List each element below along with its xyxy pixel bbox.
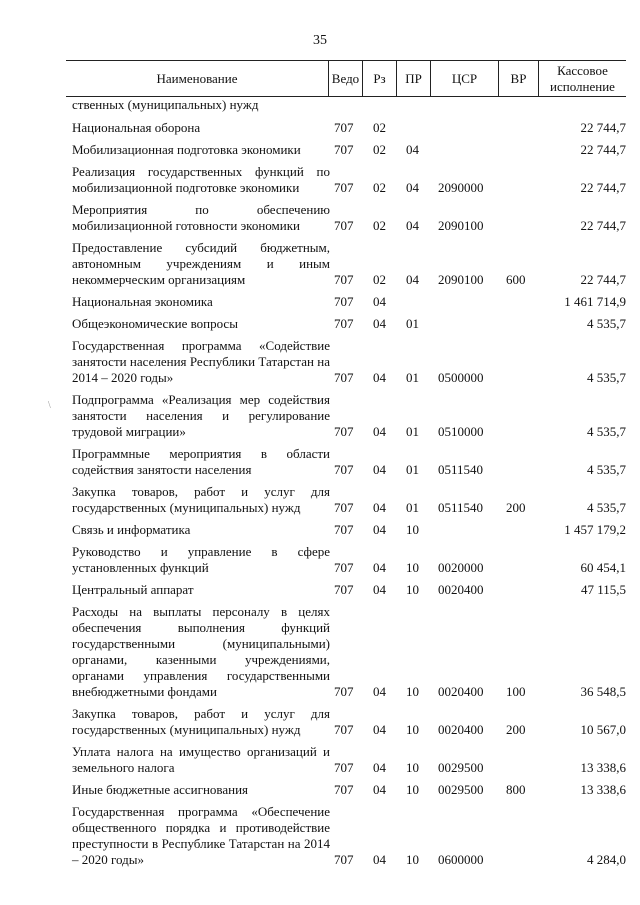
table-row [66, 120, 626, 136]
row-amount: 22 744,7 [580, 142, 626, 157]
row-amount: 4 535,7 [587, 462, 626, 477]
row-ved: 707 [334, 582, 354, 597]
table-row [66, 744, 626, 776]
row-amount: 4 284,0 [587, 852, 626, 867]
row-ved: 707 [334, 424, 354, 439]
row-csr: 0600000 [438, 852, 484, 867]
row-amount: 22 744,7 [580, 120, 626, 135]
table-row [66, 804, 626, 868]
row-csr: 0029500 [438, 782, 484, 797]
row-ved: 707 [334, 760, 354, 775]
row-vr: 200 [506, 500, 526, 515]
table-row [66, 164, 626, 196]
row-ved: 707 [334, 684, 354, 699]
table-row [66, 97, 626, 113]
row-csr: 0511540 [438, 500, 484, 515]
row-ved: 707 [334, 500, 354, 515]
header-ved: Ведо [328, 61, 362, 96]
row-rz: 02 [373, 142, 386, 157]
row-amount: 60 454,1 [580, 560, 626, 575]
table-row [66, 582, 626, 598]
header-name: Наименование [156, 70, 238, 86]
row-name: Реализация государственных функций по мобилизационной подготовке экономики [72, 164, 330, 195]
row-name: ственных (муниципальных) нужд [72, 97, 259, 112]
table-row [66, 782, 626, 798]
row-amount: 10 567,0 [580, 722, 626, 737]
row-rz: 02 [373, 180, 386, 195]
table-row [66, 604, 626, 700]
row-amount: 13 338,6 [580, 760, 626, 775]
table-row [66, 202, 626, 234]
row-name: Государственная программа «Содействие занятости населения Республики Татарстан на 2014 – 2020 годы» [72, 338, 330, 385]
row-name: Мероприятия по обеспечению мобилизационной готовности экономики [72, 202, 330, 233]
header-vr: ВР [498, 61, 538, 96]
row-pr: 10 [406, 522, 419, 537]
table-row [66, 484, 626, 516]
row-rz: 04 [373, 684, 386, 699]
row-name: Расходы на выплаты персоналу в целях обеспечения выполнения функций государственными (муниципальными) органами, казенными учреждениями, органами управления государственными внебюджетными фондами [72, 604, 330, 699]
row-csr: 0500000 [438, 370, 484, 385]
row-pr: 04 [406, 272, 419, 287]
row-pr: 01 [406, 500, 419, 515]
row-rz: 02 [373, 120, 386, 135]
table-row [66, 522, 626, 538]
row-rz: 02 [373, 218, 386, 233]
header-rz: Рз [362, 61, 396, 96]
row-vr: 600 [506, 272, 526, 287]
table-header [66, 60, 626, 97]
header-pr: ПР [396, 61, 430, 96]
table-row [66, 142, 626, 158]
row-name: Национальная экономика [72, 294, 213, 309]
row-pr: 10 [406, 560, 419, 575]
row-rz: 04 [373, 722, 386, 737]
table-row [66, 392, 626, 440]
row-ved: 707 [334, 782, 354, 797]
table-row [66, 706, 626, 738]
row-amount: 22 744,7 [580, 272, 626, 287]
row-pr: 04 [406, 180, 419, 195]
row-name: Закупка товаров, работ и услуг для государственных (муниципальных) нужд [72, 706, 330, 737]
row-name: Общеэкономические вопросы [72, 316, 238, 331]
row-csr: 0029500 [438, 760, 484, 775]
row-pr: 04 [406, 218, 419, 233]
row-name: Связь и информатика [72, 522, 191, 537]
header-amount: Кассовое исполнение [538, 61, 626, 96]
row-amount: 36 548,5 [580, 684, 626, 699]
row-name: Руководство и управление в сфере установленных функций [72, 544, 330, 575]
row-pr: 04 [406, 142, 419, 157]
row-ved: 707 [334, 142, 354, 157]
row-pr: 01 [406, 316, 419, 331]
row-ved: 707 [334, 120, 354, 135]
row-amount: 1 461 714,9 [564, 294, 626, 309]
row-vr: 100 [506, 684, 526, 699]
row-vr: 200 [506, 722, 526, 737]
row-amount: 4 535,7 [587, 370, 626, 385]
table-row [66, 316, 626, 332]
row-amount: 47 115,5 [580, 582, 626, 597]
row-rz: 04 [373, 370, 386, 385]
row-csr: 0020400 [438, 582, 484, 597]
row-csr: 2090100 [438, 272, 484, 287]
row-name: Предоставление субсидий бюджетным, автономным учреждениям и иным некоммерческим организациям [72, 240, 330, 287]
row-pr: 01 [406, 462, 419, 477]
row-rz: 04 [373, 560, 386, 575]
row-amount: 13 338,6 [580, 782, 626, 797]
row-pr: 01 [406, 424, 419, 439]
scan-speck: \ [48, 400, 51, 411]
row-name: Подпрограмма «Реализация мер содействия занятости населения и регулирование трудовой миграции» [72, 392, 330, 439]
row-amount: 1 457 179,2 [564, 522, 626, 537]
row-name: Уплата налога на имущество организаций и земельного налога [72, 744, 330, 775]
row-ved: 707 [334, 370, 354, 385]
row-pr: 10 [406, 760, 419, 775]
row-pr: 10 [406, 684, 419, 699]
row-ved: 707 [334, 316, 354, 331]
table-row [66, 544, 626, 576]
row-rz: 04 [373, 782, 386, 797]
row-name: Иные бюджетные ассигнования [72, 782, 249, 797]
row-amount: 22 744,7 [580, 180, 626, 195]
row-csr: 0511540 [438, 462, 484, 477]
row-pr: 01 [406, 370, 419, 385]
row-rz: 04 [373, 500, 386, 515]
row-name: Государственная программа «Обеспечение общественного порядка и противодействие преступности в Республике Татарстан на 2014 – 2020 годы» [72, 804, 330, 867]
table-row [66, 294, 626, 310]
row-rz: 04 [373, 462, 386, 477]
budget-table-body [66, 97, 626, 874]
row-name: Закупка товаров, работ и услуг для государственных (муниципальных) нужд [72, 484, 330, 515]
row-rz: 02 [373, 272, 386, 287]
row-amount: 4 535,7 [587, 424, 626, 439]
row-ved: 707 [334, 294, 354, 309]
row-ved: 707 [334, 272, 354, 287]
row-rz: 04 [373, 852, 386, 867]
row-rz: 04 [373, 424, 386, 439]
row-name: Программные мероприятия в области содействия занятости населения [72, 446, 330, 477]
table-row [66, 338, 626, 386]
row-amount: 4 535,7 [587, 316, 626, 331]
table-row [66, 240, 626, 288]
row-csr: 0020400 [438, 684, 484, 699]
row-name: Центральный аппарат [72, 582, 194, 597]
row-rz: 04 [373, 316, 386, 331]
row-ved: 707 [334, 522, 354, 537]
row-rz: 04 [373, 760, 386, 775]
row-csr: 2090100 [438, 218, 484, 233]
row-ved: 707 [334, 560, 354, 575]
row-csr: 2090000 [438, 180, 484, 195]
row-name: Мобилизационная подготовка экономики [72, 142, 301, 157]
row-ved: 707 [334, 218, 354, 233]
row-pr: 10 [406, 582, 419, 597]
row-ved: 707 [334, 462, 354, 477]
row-pr: 10 [406, 782, 419, 797]
table-row [66, 446, 626, 478]
row-amount: 22 744,7 [580, 218, 626, 233]
row-rz: 04 [373, 522, 386, 537]
row-name: Национальная оборона [72, 120, 201, 135]
row-csr: 0020000 [438, 560, 484, 575]
row-csr: 0510000 [438, 424, 484, 439]
row-rz: 04 [373, 582, 386, 597]
page-number: 35 [313, 33, 327, 48]
row-csr: 0020400 [438, 722, 484, 737]
row-rz: 04 [373, 294, 386, 309]
row-ved: 707 [334, 852, 354, 867]
row-pr: 10 [406, 722, 419, 737]
header-csr: ЦСР [430, 61, 498, 96]
row-pr: 10 [406, 852, 419, 867]
row-ved: 707 [334, 722, 354, 737]
row-amount: 4 535,7 [587, 500, 626, 515]
row-ved: 707 [334, 180, 354, 195]
row-vr: 800 [506, 782, 526, 797]
